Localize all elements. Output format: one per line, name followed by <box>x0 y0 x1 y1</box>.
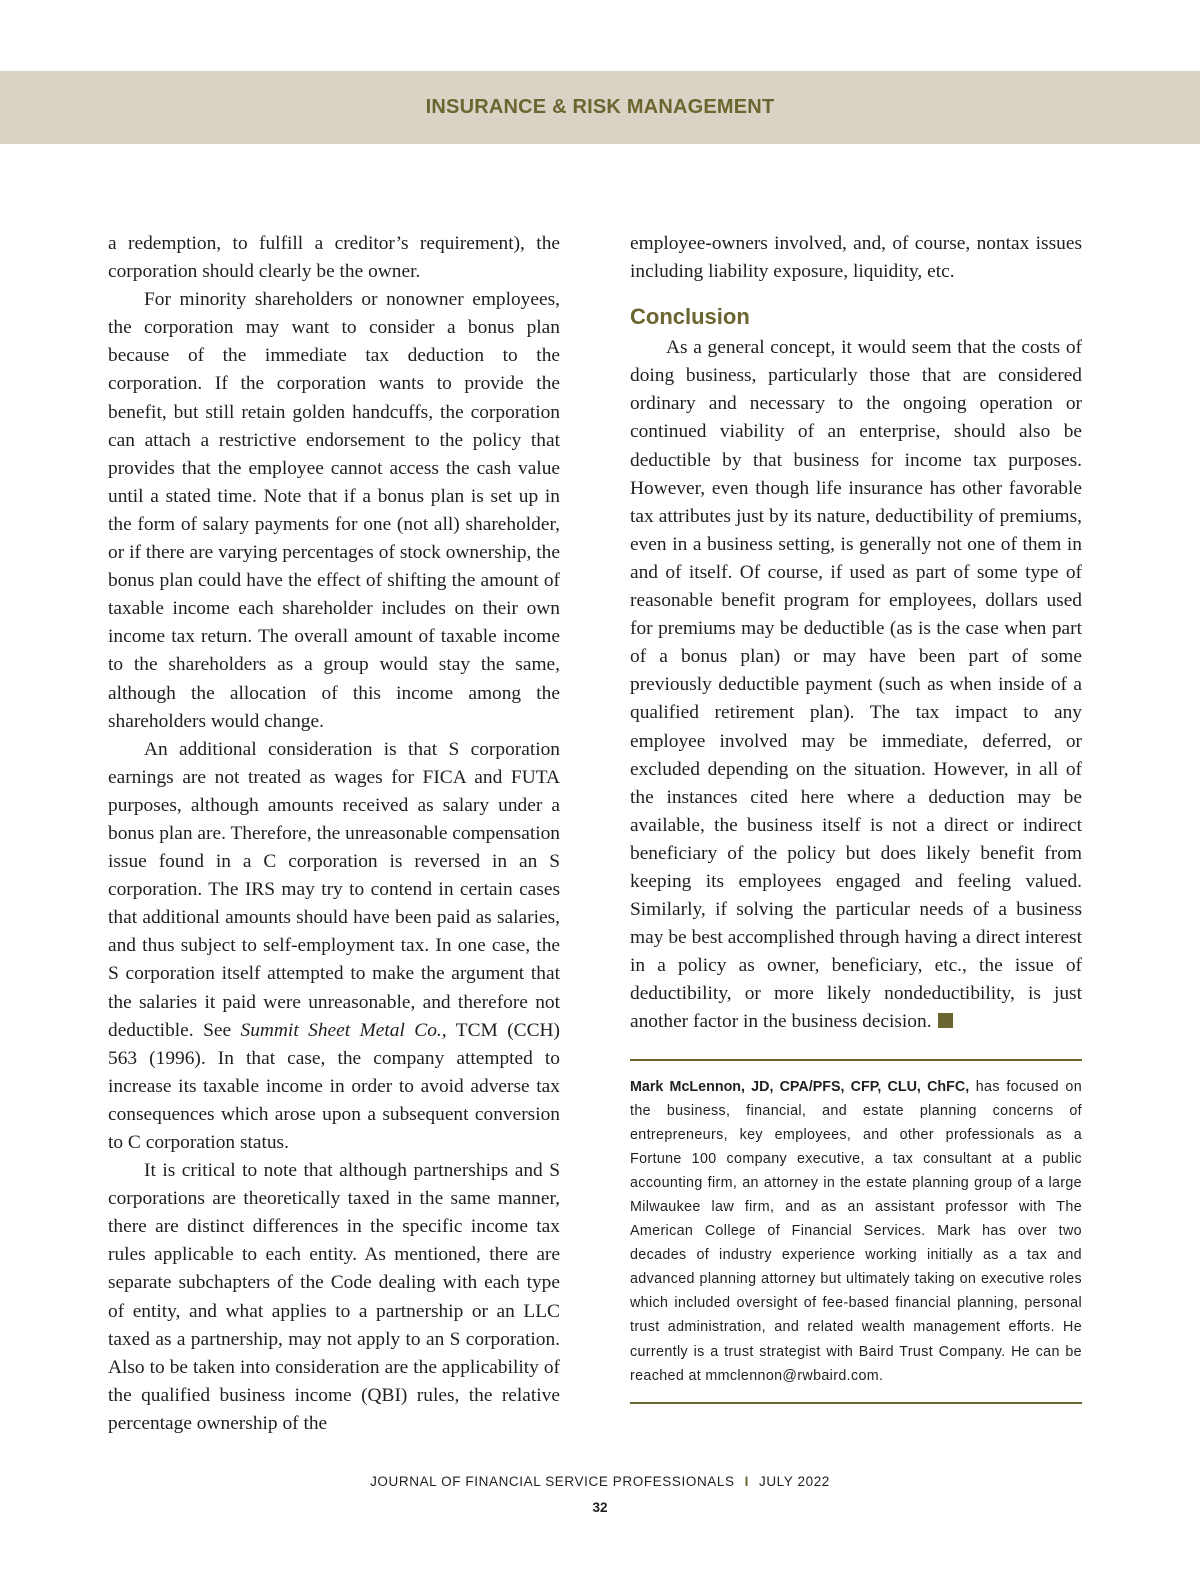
footer-separator: I <box>744 1474 749 1489</box>
left-column <box>108 230 560 1438</box>
paragraph <box>108 736 560 1157</box>
paragraph: a redemption, to fulfill a creditor’s requirement), the corporation should clearly be the owner. <box>108 233 560 283</box>
paragraph-text: TCM (CCH) 563 (1996). In that case, the company attempted to increase its taxable income in order to avoid adverse tax consequences which arose upon a subsequent conversion to C corporation status. <box>108 1019 560 1153</box>
issue-date: JULY 2022 <box>758 1474 830 1489</box>
author-bio-text: has focused on the business, financial, and estate planning concerns of entrepreneurs, key employees, and other professionals as a Fortune 100 company executive, a tax consultant at a public accounting firm, an attorney in the estate planning group of a large Milwaukee law firm, and as an assistant professor with The American College of Financial Services. Mark has over two decades of industry experience working initially as a tax and advanced planning attorney but ultimately taking on executive roles which included oversight of fee-based financial planning, personal trust administration, and related wealth management efforts. He currently is a trust strategist with Baird Trust Company. He can be reached at mmclennon@rwbaird.com. <box>630 1078 1082 1384</box>
case-citation: Summit Sheet Metal Co., <box>240 1019 447 1041</box>
journal-name: JOURNAL OF FINANCIAL SERVICE PROFESSIONALS <box>370 1474 735 1489</box>
paragraph: For minority shareholders or nonowner employees, the corporation may want to consider a bonus plan because of the immediate tax deduction to the corporation. If the corporation wants to provide the benefit, but still retain golden handcuffs, the corporation can attach a restrictive endorsement to the policy that provides that the employee cannot access the cash value until a stated time. Note that if a bonus plan is set up in the form of salary payments for one (not all) shareholder, or if there are varying percentages of stock ownership, the bonus plan could have the effect of shifting the amount of taxable income each shareholder includes on their own income tax return. The overall amount of taxable income to the shareholders as a group would stay the same, although the allocation of this income among the shareholders would change. <box>108 289 560 732</box>
paragraph-text: An additional consideration is that S corporation earnings are not treated as wages for FICA and FUTA purposes, although amounts received as salary under a bonus plan are. Therefore, the unreasonable compensation issue found in a C corporation is reversed in an S corporation. The IRS may try to contend in certain cases that additional amounts should have been paid as salaries, and thus subject to self-employment tax. In one case, the S corporation itself attempted to make the argument that the salaries it paid were unreasonable, and therefore not deductible. See <box>108 738 560 1041</box>
footer <box>0 1474 1200 1489</box>
section-banner <box>0 71 1200 144</box>
divider <box>630 1402 1082 1404</box>
author-bio <box>630 1061 1082 1402</box>
paragraph <box>630 334 1082 1036</box>
section-title: INSURANCE & RISK MANAGEMENT <box>425 96 775 118</box>
right-column <box>630 230 1082 1404</box>
author-name: Mark McLennon, JD, CPA/PFS, CFP, CLU, ChFC, <box>630 1078 970 1095</box>
paragraph: employee-owners involved, and, of course, nontax issues including liability exposure, liquidity, etc. <box>630 233 1082 283</box>
conclusion-heading: Conclusion <box>630 304 750 330</box>
paragraph-text: As a general concept, it would seem that the costs of doing business, particularly those that are considered ordinary and necessary to the ongoing operation or continued viability of an enterprise, should also be deductible by that business for income tax purposes. However, even though life insurance has other favorable tax attributes just by its nature, deductibility of premiums, even in a business setting, is generally not one of them in and of itself. Of course, if used as part of some type of reasonable benefit program for employees, dollars used for premiums may be deductible (as is the case when part of a bonus plan) or may have been part of some previously deductible payment (such as when inside of a qualified retirement plan). The tax impact to any employee involved may be immediate, deferred, or excluded depending on the situation. However, in all of the instances cited here where a deduction may be available, the business itself is not a direct or indirect beneficiary of the policy but does likely benefit from keeping its employees engaged and feeling valued. Similarly, if solving the particular needs of a business may be best accomplished through having a direct interest in a policy as owner, beneficiary, etc., the issue of deductibility, or more likely nondeductibility, is just another factor in the business decision. <box>630 337 1082 1033</box>
end-of-article-icon <box>938 1013 953 1028</box>
paragraph: It is critical to note that although partnerships and S corporations are theoretically taxed in the same manner, there are distinct differences in the specific income tax rules applicable to each entity. As mentioned, there are separate subchapters of the Code dealing with each type of entity, and what applies to a partnership or an LLC taxed as a partnership, may not apply to an S corporation. Also to be taken into consideration are the applicability of the qualified business income (QBI) rules, the relative percentage ownership of the <box>108 1160 560 1434</box>
page-number: 32 <box>592 1500 608 1515</box>
